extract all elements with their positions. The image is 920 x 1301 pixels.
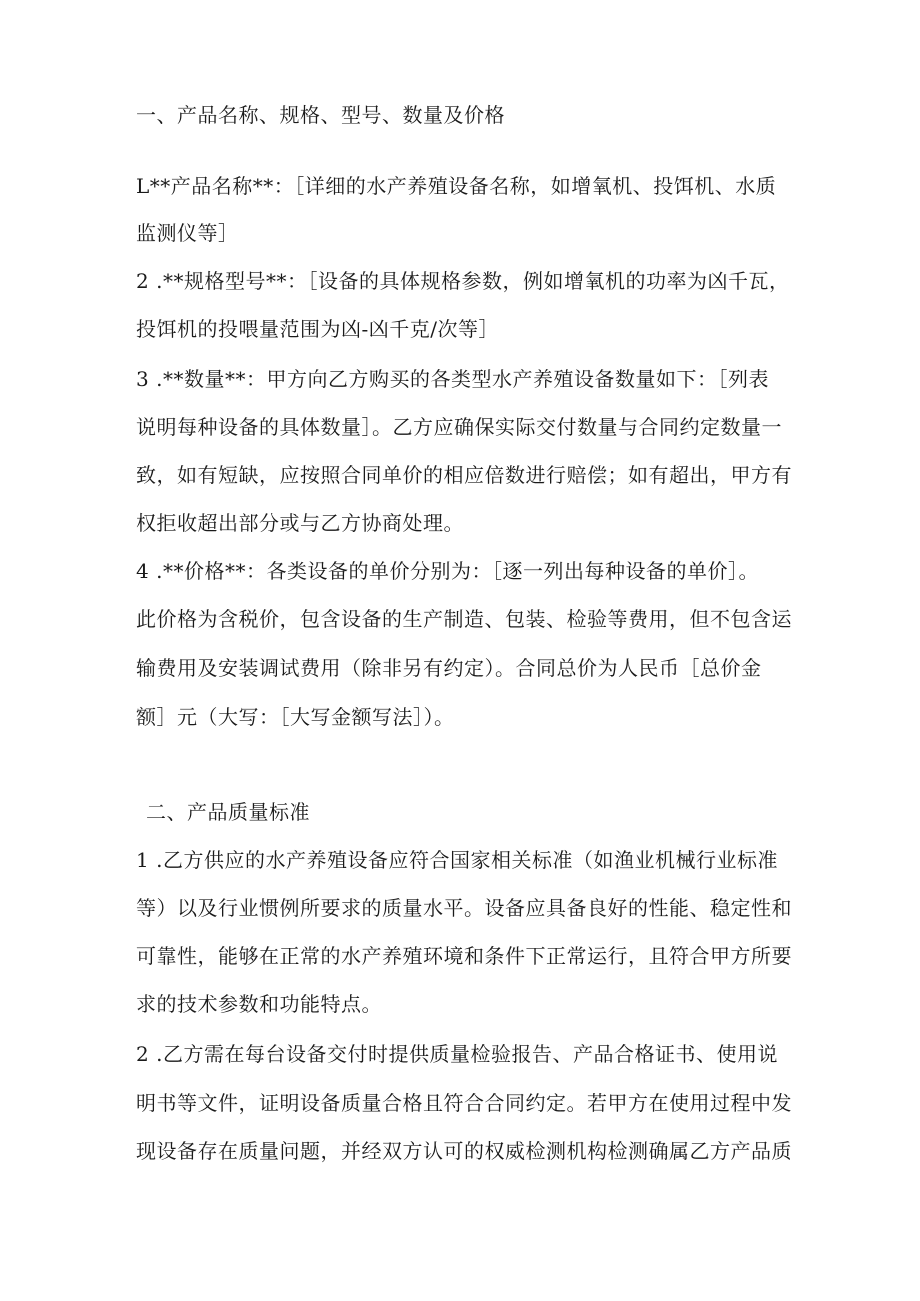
section1-item3-line2: 说明每种设备的具体数量］。乙方应确保实际交付数量与合同约定数量一 bbox=[136, 415, 782, 439]
section1-item1-line2: 监测仪等］ bbox=[136, 221, 239, 245]
section2-item1-line1: 1 .乙方供应的水产养殖设备应符合国家相关标准（如渔业机械行业标准 bbox=[136, 848, 778, 872]
section1-item3-line3: 致，如有短缺，应按照合同单价的相应倍数进行赔偿；如有超出，甲方有 bbox=[136, 463, 792, 487]
section1-item2-line2: 投饵机的投喂量范围为凶-凶千克/次等］ bbox=[136, 317, 499, 341]
section1-item4-line2: 此价格为含税价，包含设备的生产制造、包装、检验等费用，但不包含运 bbox=[136, 607, 792, 631]
section1-item4-line4: 额］元（大写：［大写金额写法］）。 bbox=[136, 705, 455, 729]
section1-item2-line1: 2 .**规格型号**：［设备的具体规格参数，例如增氧机的功率为凶千瓦， bbox=[136, 269, 790, 293]
section2-item2-line2: 明书等文件，证明设备质量合格且符合合同约定。若甲方在使用过程中发 bbox=[136, 1091, 792, 1115]
section2-item2-line1: 2 .乙方需在每台设备交付时提供质量检验报告、产品合格证书、使用说 bbox=[136, 1042, 778, 1066]
section1-item3-line1: 3 .**数量**：甲方向乙方购买的各类型水产养殖设备数量如下：［列表 bbox=[136, 367, 769, 391]
section2-item1-line2: 等）以及行业惯例所要求的质量水平。设备应具备良好的性能、稳定性和 bbox=[136, 896, 792, 920]
section1-item4-line1: 4 .**价格**：各类设备的单价分别为：［逐一列出每种设备的单价］。 bbox=[136, 559, 759, 583]
section2-heading: 二、产品质量标准 bbox=[146, 800, 310, 824]
section1-heading: 一、产品名称、规格、型号、数量及价格 bbox=[136, 103, 505, 127]
section2-item1-line4: 求的技术参数和功能特点。 bbox=[136, 992, 382, 1016]
section1-item1-line1: L**产品名称**：［详细的水产养殖设备名称，如增氧机、投饵机、水质 bbox=[136, 174, 777, 198]
section1-item4-line3: 输费用及安装调试费用（除非另有约定）。合同总价为人民币［总价金 bbox=[136, 656, 762, 680]
section2-item2-line3: 现设备存在质量问题，并经双方认可的权威检测机构检测确属乙方产品质 bbox=[136, 1139, 792, 1163]
section1-item3-line4: 权拒收超出部分或与乙方协商处理。 bbox=[136, 511, 464, 535]
section2-item1-line3: 可靠性，能够在正常的水产养殖环境和条件下正常运行，且符合甲方所要 bbox=[136, 944, 792, 968]
